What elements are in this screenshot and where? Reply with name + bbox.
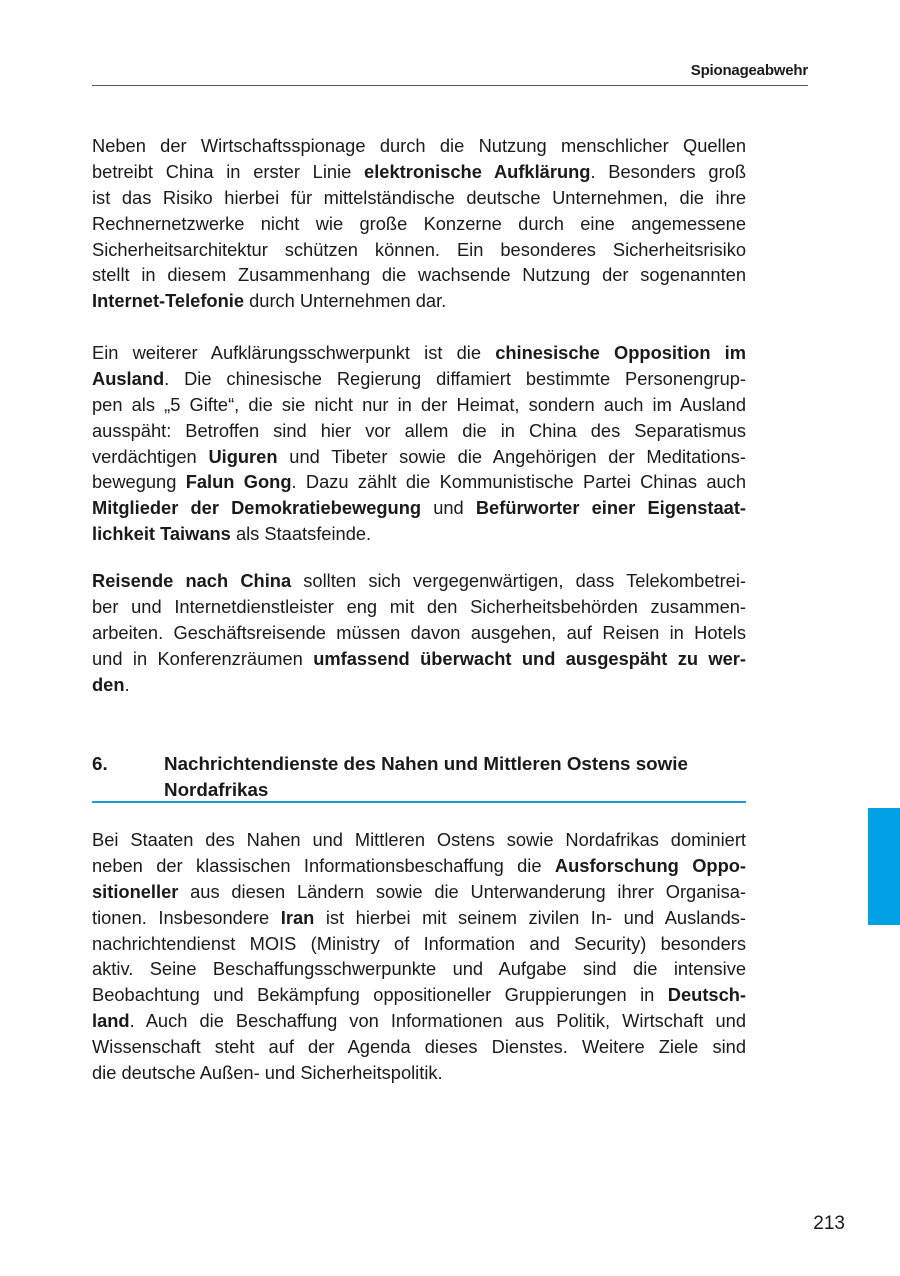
text-line	[92, 853, 746, 879]
text-line	[92, 879, 746, 905]
text-run: stellt in diesem Zusammenhang die wachsende Nutzung der sogenannten	[92, 264, 746, 286]
bold-text: Deutsch-	[667, 984, 746, 1006]
text-line	[92, 495, 746, 521]
bold-text: sitioneller	[92, 880, 179, 902]
text-run: die deutsche Außen- und Sicherheitspolitik.	[92, 1062, 443, 1084]
text-run: und Tibeter sowie die Angehörigen der Meditations-	[277, 445, 746, 467]
text-line	[92, 905, 746, 931]
text-line	[92, 646, 746, 672]
bold-text: elektronische Aufklärung	[364, 160, 591, 182]
text-line	[92, 521, 746, 547]
running-header: Spionageabwehr	[690, 62, 808, 79]
text-line	[92, 672, 746, 698]
paragraph-chinese-opposition	[92, 340, 746, 547]
text-run: ist das Risiko hierbei für mittelständische deutsche Unternehmen, die ihre	[92, 186, 746, 208]
text-line	[92, 620, 746, 646]
text-line	[92, 469, 746, 495]
bold-text: Ausland	[92, 367, 165, 389]
text-line	[92, 288, 746, 314]
bold-text: land	[92, 1010, 130, 1032]
text-run: verdächtigen	[92, 445, 209, 467]
text-line	[92, 392, 746, 418]
text-line	[92, 211, 746, 237]
text-run: Ein weiterer Aufklärungsschwerpunkt ist die	[92, 342, 496, 363]
text-run: Neben der Wirtschaftsspionage durch die Nutzung menschlicher Quellen	[92, 135, 746, 156]
text-line	[92, 956, 746, 982]
text-run: als Staatsfeinde.	[230, 523, 372, 545]
paragraph-middle-east	[92, 827, 746, 1086]
section-title-line: Nachrichtendienste des Nahen und Mittleren Ostens sowie	[164, 753, 688, 774]
text-line	[92, 1034, 746, 1060]
text-run: Bei Staaten des Nahen und Mittleren Ostens sowie Nordafrikas dominiert	[92, 829, 746, 850]
text-run: ist hierbei mit seinem zivilen In- und Auslands-	[314, 906, 746, 928]
bold-text: den	[92, 673, 125, 695]
header-rule	[92, 85, 808, 86]
bold-text: Uiguren	[208, 445, 278, 467]
text-line	[92, 185, 746, 211]
text-run: tionen. Insbesondere	[92, 906, 281, 928]
text-line	[92, 827, 746, 853]
page-number: 213	[813, 1213, 845, 1234]
text-run: . Auch die Beschaffung von Informationen aus Politik, Wirtschaft und	[129, 1010, 746, 1032]
text-run: aus diesen Ländern sowie die Unterwanderung ihrer Organisa-	[178, 880, 746, 902]
text-run: betreibt China in erster Linie	[92, 160, 365, 182]
bold-text: Falun Gong	[185, 471, 292, 493]
text-run: bewegung	[92, 471, 186, 493]
text-line	[92, 418, 746, 444]
text-run: Rechnernetzwerke nicht wie große Konzerne durch eine angemessene	[92, 212, 746, 234]
text-line	[92, 159, 746, 185]
text-line	[92, 594, 746, 620]
paragraph-electronic-intelligence	[92, 133, 746, 314]
text-line	[92, 982, 746, 1008]
section-title-line: Nordafrikas	[164, 779, 269, 800]
text-run: nachrichtendienst MOIS (Ministry of Information and Security) besonders	[92, 932, 746, 954]
text-run: arbeiten. Geschäftsreisende müssen davon ausgehen, auf Reisen in Hotels	[92, 621, 746, 643]
text-line	[92, 237, 746, 263]
bold-text: Reisende nach China	[92, 570, 292, 591]
text-run: . Besonders groß	[590, 160, 746, 182]
bold-text: lichkeit Taiwans	[92, 523, 231, 545]
text-run: und in Konferenzräumen	[92, 647, 314, 669]
text-run: .	[124, 673, 130, 695]
text-run: sollten sich vergegenwärtigen, dass Telekombetrei-	[291, 570, 746, 591]
text-run: ausspäht: Betroffen sind hier vor allem die in China des Separatismus	[92, 419, 746, 441]
text-run: ber und Internetdienstleister eng mit den Sicherheitsbehörden zusammen-	[92, 595, 746, 617]
bold-text: Befürworter einer Eigenstaat-	[475, 497, 746, 519]
bold-text: umfassend überwacht und ausgespäht zu wer-	[313, 647, 746, 669]
text-run: Wissenschaft steht auf der Agenda dieses Dienstes. Weitere Ziele sind	[92, 1036, 746, 1058]
text-run: Beobachtung und Bekämpfung oppositioneller Gruppierungen in	[92, 984, 668, 1006]
bold-text: chinesische Opposition im	[495, 342, 747, 363]
text-run: Sicherheitsarchitektur schützen können. Ein besonderes Sicherheitsrisiko	[92, 238, 746, 260]
text-run: neben der klassischen Informationsbeschaffung die	[92, 854, 555, 876]
bold-text: Ausforschung Oppo-	[554, 854, 746, 876]
text-line	[92, 366, 746, 392]
text-run: und	[421, 497, 476, 519]
section-rule	[92, 801, 746, 803]
bold-text: Iran	[280, 906, 315, 928]
text-line	[92, 340, 746, 366]
paragraph-travellers	[92, 568, 746, 697]
text-run: . Die chinesische Regierung diffamiert bestimmte Personengrup-	[164, 367, 746, 389]
text-line	[92, 133, 746, 159]
section-number: 6.	[92, 753, 108, 774]
text-run: . Dazu zählt die Kommunistische Partei Chinas auch	[291, 471, 746, 493]
text-line	[92, 931, 746, 957]
section-title	[164, 751, 746, 803]
text-line	[92, 444, 746, 470]
bold-text: Mitglieder der Demokratiebewegung	[92, 497, 422, 519]
text-line	[92, 262, 746, 288]
text-line	[92, 1060, 746, 1086]
text-run: aktiv. Seine Beschaffungsschwerpunkte und Aufgabe sind die intensive	[92, 958, 746, 980]
text-run: durch Unternehmen dar.	[244, 290, 447, 312]
bold-text: Internet-Telefonie	[92, 290, 245, 312]
text-line	[92, 1008, 746, 1034]
text-run: pen als „5 Gifte“, die sie nicht nur in der Heimat, sondern auch im Ausland	[92, 393, 746, 415]
chapter-tab-marker	[868, 808, 900, 925]
text-line	[92, 568, 746, 594]
